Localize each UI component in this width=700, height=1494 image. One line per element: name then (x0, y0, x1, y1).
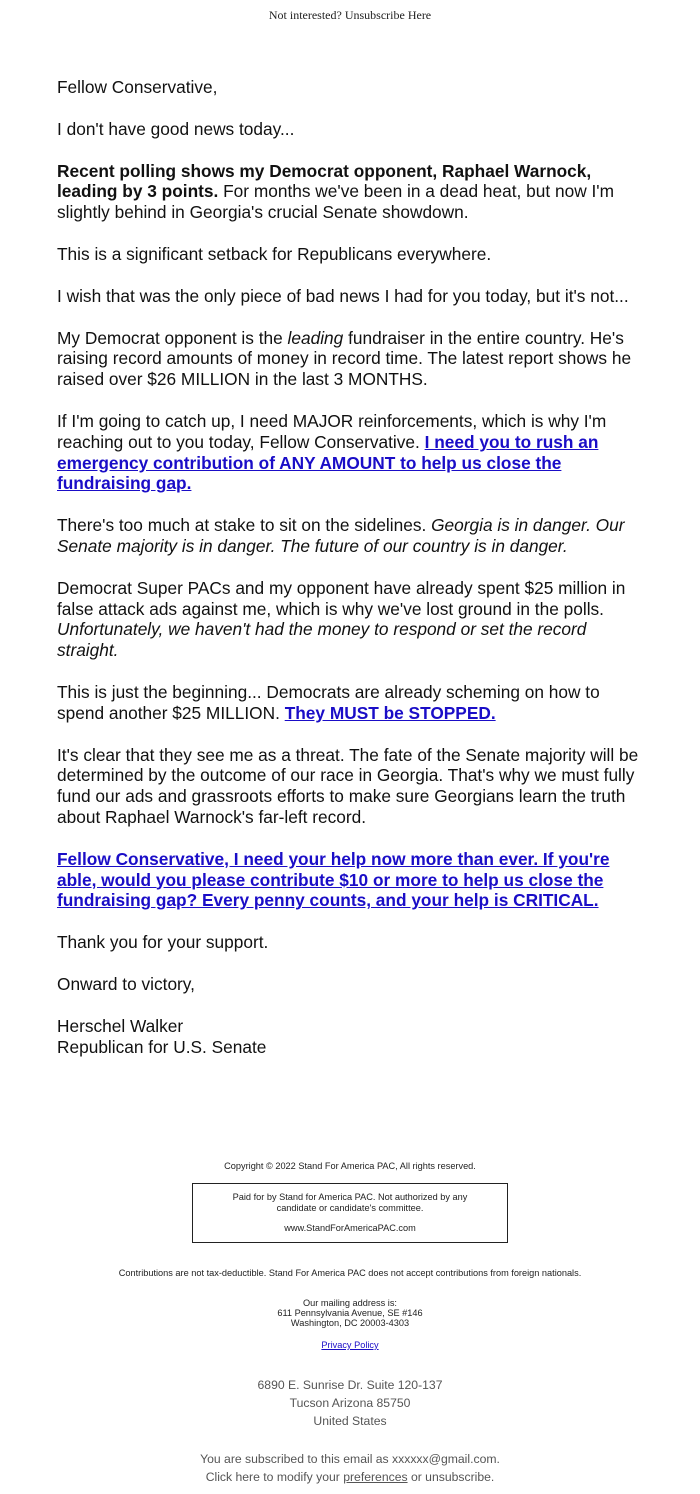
emergency-contribution-link[interactable]: I need you to rush an emergency contribution of ANY AMOUNT to help us close the fundraising gap. (57, 431, 599, 494)
polling-bold-text: Recent polling shows my Democrat opponent, Raphael Warnock, leading by 3 points. (57, 160, 592, 202)
mailing-address (0, 1298, 700, 1328)
paragraph-opening: I don't have good news today... (57, 118, 295, 139)
website-text: www.StandForAmericaPAC.com (284, 1223, 416, 1233)
subscribed-email-text: You are subscribed to this email as xxxxxx@gmail.com. (200, 1452, 500, 1466)
paragraph-polling (57, 161, 643, 223)
attack-ads-italic-text: Unfortunately, we haven't had the money to respond or set the record straight. (57, 619, 587, 661)
paragraph-bad-news: I wish that was the only piece of bad news I had for you today, but it's not... (57, 285, 629, 306)
privacy-policy-link[interactable]: Privacy Policy (321, 1340, 379, 1350)
fundraiser-text-start: My Democrat opponent is the (57, 327, 288, 348)
paid-for-disclaimer-box (192, 1183, 508, 1243)
address-line-2: Tucson Arizona 85750 (289, 1396, 411, 1410)
top-unsubscribe-bar (0, 8, 700, 23)
signature-title: Republican for U.S. Senate (57, 1036, 267, 1057)
mailing-line-1: 611 Pennsylvania Avenue, SE #146 (277, 1308, 423, 1318)
greeting: Fellow Conservative, (57, 77, 218, 97)
paragraph-setback: This is a significant setback for Republicans everywhere. (57, 243, 492, 264)
paragraph-closing: Onward to victory, (57, 973, 195, 994)
copyright-notice: Copyright © 2022 Stand For America PAC, All rights reserved. (224, 1161, 476, 1171)
contributions-note: Contributions are not tax-deductible. Stand For America PAC does not accept contributions from foreign nationals. (118, 1268, 582, 1278)
paid-for-text: Paid for by Stand for America PAC. Not authorized by any candidate or candidate's committee. (232, 1192, 468, 1213)
beginning-text: This is just the beginning... Democrats are already scheming on how to spend another $25 MILLION. (57, 681, 600, 723)
paragraph-reinforcements (57, 411, 643, 494)
paragraph-thanks: Thank you for your support. (57, 932, 269, 953)
letter-body (57, 77, 643, 1078)
address-line-1: 6890 E. Sunrise Dr. Suite 120-137 (257, 1378, 443, 1392)
privacy-policy-row (0, 1340, 700, 1351)
modify-text-end: or unsubscribe. (407, 1470, 495, 1484)
preferences-link[interactable]: preferences (343, 1470, 408, 1484)
stakes-italic-text: Georgia is in danger. Our Senate majority is in danger. The future of our country is in danger. (57, 515, 625, 556)
mailing-label: Our mailing address is: (303, 1298, 397, 1308)
email-footer (0, 1161, 700, 1486)
address-line-3: United States (313, 1414, 387, 1428)
physical-address (0, 1376, 700, 1430)
paragraph-attack-ads (57, 578, 643, 661)
fundraiser-text-end: fundraiser in the entire country. He's raising record amounts of money in record time. The latest report shows he raised over $26 MILLION in the last 3 MONTHS. (57, 327, 632, 390)
paragraph-fundraiser (57, 328, 643, 390)
fundraiser-italic-word: leading (287, 327, 344, 348)
polling-rest-text: For months we've been in a dead heat, but now I'm slightly behind in Georgia's crucial Senate showdown. (57, 181, 614, 223)
stakes-text: There's too much at stake to sit on the sidelines. (57, 515, 432, 536)
must-be-stopped-link[interactable]: They MUST be STOPPED. (284, 702, 496, 723)
modify-text-start: Click here to modify your (205, 1470, 344, 1484)
paragraph-threat: It's clear that they see me as a threat. The fate of the Senate majority will be determined by the outcome of our race in Georgia. That's why we must fully fund our ads and grassroots efforts to make sure Georgians learn the truth about Raphael Warnock's far-left record. (57, 744, 639, 827)
reinforcements-text: If I'm going to catch up, I need MAJOR reinforcements, which is why I'm reaching out to you today, Fellow Conservative. (57, 410, 607, 452)
unsubscribe-link[interactable]: Not interested? Unsubscribe Here (268, 8, 432, 22)
signature-name: Herschel Walker (57, 1015, 184, 1036)
paragraph-beginning (57, 682, 643, 724)
modify-preferences-row (0, 1468, 700, 1486)
subscription-info (0, 1450, 700, 1486)
paragraph-call-to-action (57, 849, 643, 911)
attack-ads-text: Democrat Super PACs and my opponent have already spent $25 million in false attack ads against me, which is why we've lost ground in the polls. (57, 577, 626, 619)
paragraph-stakes (57, 515, 643, 557)
mailing-line-2: Washington, DC 20003-4303 (290, 1318, 410, 1328)
signature (57, 1016, 643, 1058)
contribute-10-link[interactable]: Fellow Conservative, I need your help now more than ever. If you're able, would you please contribute $10 or more to help us close the fundraising gap? Every penny counts, and your help is CRITICAL. (57, 848, 610, 911)
